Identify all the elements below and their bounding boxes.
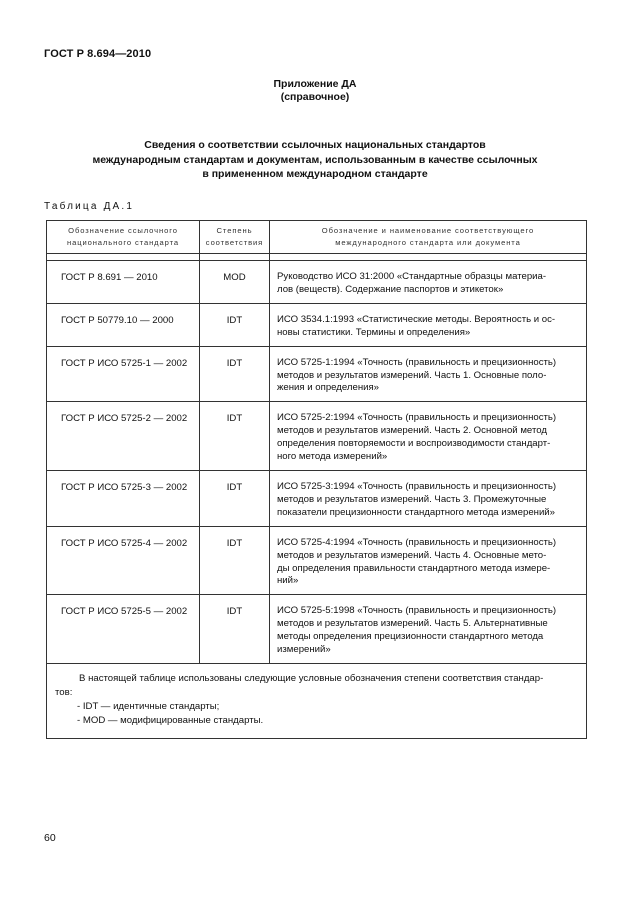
document-line: ИСО 3534.1:1993 «Статистические методы. Вероятность и ос- [277, 313, 556, 325]
section-title [60, 138, 570, 182]
table-row [47, 303, 587, 346]
document-line: ИСО 5725-5:1998 «Точность (правильность и прецизионность) [277, 605, 557, 617]
degree-cell: IDT [200, 303, 270, 346]
degree-cell: IDT [200, 402, 270, 471]
document-line: жения и определения» [277, 382, 380, 394]
title-line: международным стандартам и документам, использованным в качестве ссылочных [92, 153, 538, 166]
header-national-standard: Обозначение ссылочного национального стандарта [47, 221, 200, 254]
document-line: ИСО 5725-1:1994 «Точность (правильность и прецизионность) [277, 356, 557, 368]
note-item-mod: - MOD — модифицированные стандарты. [77, 714, 264, 726]
spacer-row [47, 254, 587, 261]
international-document-cell [270, 526, 587, 595]
degree-cell: IDT [200, 470, 270, 526]
national-standard-cell: ГОСТ Р ИСО 5725-5 — 2002 [47, 595, 200, 664]
international-document-cell [270, 303, 587, 346]
international-document-cell [270, 595, 587, 664]
document-line: новы статистики. Термины и определения» [277, 326, 471, 338]
notes-row [47, 663, 587, 738]
table-row [47, 595, 587, 664]
note-item-idt: - IDT — идентичные стандарты; [77, 700, 220, 712]
document-line: методов и результатов измерений. Часть 2. Основной метод [277, 425, 547, 437]
table-label: Таблица ДА.1 [44, 201, 135, 212]
table-row [47, 470, 587, 526]
international-document-cell [270, 470, 587, 526]
document-line: ний» [277, 575, 299, 587]
table-header-row [47, 221, 587, 254]
document-line: ды определения правильности стандартного метода измере- [277, 562, 551, 574]
correspondence-table [46, 220, 587, 739]
document-line: методы определения прецизионности стандартного метода [277, 631, 544, 643]
national-standard-cell: ГОСТ Р ИСО 5725-4 — 2002 [47, 526, 200, 595]
page-number: 60 [44, 832, 56, 844]
document-line: ИСО 5725-4:1994 «Точность (правильность и прецизионность) [277, 536, 557, 548]
document-line: определения повторяемости и воспроизводимости стандарт- [277, 438, 551, 450]
appendix-name: Приложение ДА [273, 78, 357, 90]
title-line: в примененном международном стандарте [202, 168, 428, 180]
table-notes [47, 663, 587, 738]
document-line: лов (веществ). Содержание паспортов и этикеток» [277, 283, 504, 295]
table-row [47, 402, 587, 471]
appendix-kind: (справочное) [280, 91, 350, 103]
document-line: ного метода измерений» [277, 451, 388, 463]
international-document-cell [270, 402, 587, 471]
international-document-cell [270, 261, 587, 304]
degree-cell: IDT [200, 346, 270, 402]
document-line: ИСО 5725-3:1994 «Точность (правильность и прецизионность) [277, 480, 557, 492]
table-row [47, 526, 587, 595]
title-line: Сведения о соответствии ссылочных национальных стандартов [144, 139, 486, 151]
header-degree: Степень соответствия [200, 221, 270, 254]
national-standard-cell: ГОСТ Р 8.691 — 2010 [47, 261, 200, 304]
international-document-cell [270, 346, 587, 402]
document-line: методов и результатов измерений. Часть 3. Промежуточные [277, 493, 547, 505]
national-standard-cell: ГОСТ Р 50779.10 — 2000 [47, 303, 200, 346]
table-row [47, 261, 587, 304]
document-line: ИСО 5725-2:1994 «Точность (правильность и прецизионность) [277, 412, 557, 424]
table-row [47, 346, 587, 402]
document-line: Руководство ИСО 31:2000 «Стандартные образцы материа- [277, 271, 547, 282]
document-line: показатели прецизионности стандартного метода измерений» [277, 506, 556, 518]
document-line: методов и результатов измерений. Часть 4. Основные мето- [277, 549, 547, 561]
notes-intro-cont: тов: [55, 686, 73, 698]
degree-cell: IDT [200, 595, 270, 664]
document-line: методов и результатов измерений. Часть 1. Основные поло- [277, 369, 547, 381]
national-standard-cell: ГОСТ Р ИСО 5725-1 — 2002 [47, 346, 200, 402]
degree-cell: IDT [200, 526, 270, 595]
appendix-heading [0, 78, 630, 104]
notes-intro: В настоящей таблице использованы следующие условные обозначения степени соответствия стандар- [79, 672, 544, 684]
document-code: ГОСТ Р 8.694—2010 [44, 48, 152, 60]
header-international-document: Обозначение и наименование соответствующего международного стандарта или документа [270, 221, 587, 254]
national-standard-cell: ГОСТ Р ИСО 5725-2 — 2002 [47, 402, 200, 471]
national-standard-cell: ГОСТ Р ИСО 5725-3 — 2002 [47, 470, 200, 526]
document-line: методов и результатов измерений. Часть 5. Альтернативные [277, 618, 548, 630]
document-line: измерений» [277, 644, 331, 656]
degree-cell: MOD [200, 261, 270, 304]
